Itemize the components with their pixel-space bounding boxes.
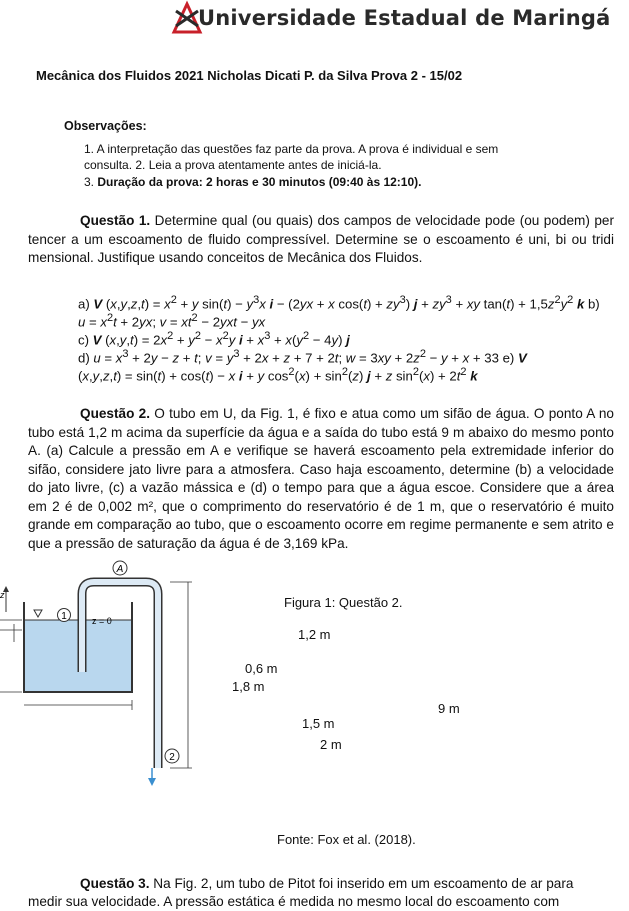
label-1-8m-text: 1,8 m <box>232 679 265 694</box>
observation-line-3-prefix: 3. <box>84 175 98 189</box>
observation-line-3 <box>84 174 421 190</box>
outlet-arrow-icon <box>148 778 156 786</box>
document-title: Mecânica dos Fluidos 2021 Nicholas Dicati P. da Silva Prova 2 - 15/02 <box>36 68 463 83</box>
question-3-text-1: Na Fig. 2, um tubo de Pitot foi inserido em um escoamento de ar para <box>149 876 574 891</box>
question-2-label: Questão 2. <box>80 406 150 421</box>
equation-d: d) $u = x^3 + 2y - z + t$; $v = y^3 + 2x + z + 7 + 2t$; $w = 3xy + 2z^2 - y + x + 33$ e) V <box>78 348 527 366</box>
question-2 <box>28 405 614 553</box>
university-name: Universidade Estadual de Maringá <box>198 6 611 30</box>
question-1-text: Determine qual (ou quais) dos campos de velocidade pode (ou podem) per tencer a um escoamento de fluido compressível. Determine se o escoamento é uni, bi ou tridi mensional. Justifique usando conceitos de Mecânica dos Fluidos. <box>28 213 614 265</box>
label-1-5m <box>302 716 335 731</box>
point-2-label: 2 <box>169 752 175 763</box>
label-0-6m <box>245 661 278 676</box>
label-1-2m <box>298 627 331 642</box>
label-9m <box>438 701 460 716</box>
equation-e: (x,y,z,t) = sin(t) + cos(t) − x i + y $\cos^2(x) + \sin^2(z) j + z$ $\sin^2(x) + 2t^2$ k <box>78 366 478 384</box>
question-3-label: Questão 3. <box>80 876 150 891</box>
label-2m-text: 2 m <box>320 737 342 752</box>
label-1-2m-text: 1,2 m <box>298 627 331 642</box>
question-3-line-1 <box>80 876 573 891</box>
question-2-text: O tubo em U, da Fig. 1, é fixo e atua como um sifão de água. O ponto A no tubo está 1,2 m acima da superfície da água e a saída do tubo está 9 m abaixo do mesmo ponto A. (a) Calcule a pressão em A e verifique se haverá escoamento pela extremidade inferior do sifão, considere jato livre para a atmosfera. Caso haja escoamento, determine (b) a velocidade do jato livre, (c) a vazão mássica e (d) o tempo para que a água escoe. Considere que a área em 2 é de 0,002 m², que o comprimento do reservatório é de 1 m, que o reservatório é muito grande em comparação ao tubo, que o escoamento ocorre em regime permanente e sem atrito e que a pressão de saturação da água é de 3,169 kPa. <box>28 406 614 551</box>
question-3-line-2: medir sua velocidade. A pressão estática é medida no mesmo local do escoamento com <box>28 894 560 909</box>
figure-1-source: Fonte: Fox et al. (2018). <box>277 832 416 847</box>
exam-duration: Duração da prova: 2 horas e 30 minutos (09:40 às 12:10). <box>97 175 422 189</box>
equation-c: c) V $(x,y,t) = 2x^2 + y^2 - x^2y$ $i + x^3 + x(y^2 - 4y)$ j <box>78 330 350 348</box>
equation-b: $u = x^2t + 2yx$; $v = xt^2 - 2yxt$ − yx <box>78 312 266 330</box>
point-1-label: 1 <box>61 611 67 622</box>
label-1-5m-text: 1,5 m <box>302 716 335 731</box>
page-header <box>0 0 629 58</box>
question-1-label: Questão 1. <box>80 213 151 228</box>
label-9m-text: 9 m <box>438 701 460 716</box>
free-surface-icon <box>34 610 42 617</box>
label-1-8m <box>232 679 265 694</box>
z-axis-label: z <box>0 590 5 600</box>
question-1 <box>28 212 614 268</box>
z-zero-label: z = 0 <box>92 616 112 626</box>
observation-line-1: 1. A interpretação das questões faz parte da prova. A prova é individual e sem <box>84 142 499 156</box>
siphon-figure <box>0 564 210 790</box>
observation-line-2: consulta. 2. Leia a prova atentamente antes de iniciá-la. <box>84 158 382 172</box>
figure-1-caption: Figura 1: Questão 2. <box>284 595 403 610</box>
label-2m <box>320 737 342 752</box>
equation-a: a) V $(x,y,z,t) = x^2 + y$ $\sin(t) - y^3x$ i − (2yx + x $\cos(t) + zy^3$) $j + zy^3$ + xy $\tan(t) + 1,5z^2y^2$ k b) <box>78 294 600 312</box>
observations-heading: Observações: <box>64 119 147 133</box>
point-a-label: A <box>116 564 124 575</box>
label-0-6m-text: 0,6 m <box>245 661 278 676</box>
